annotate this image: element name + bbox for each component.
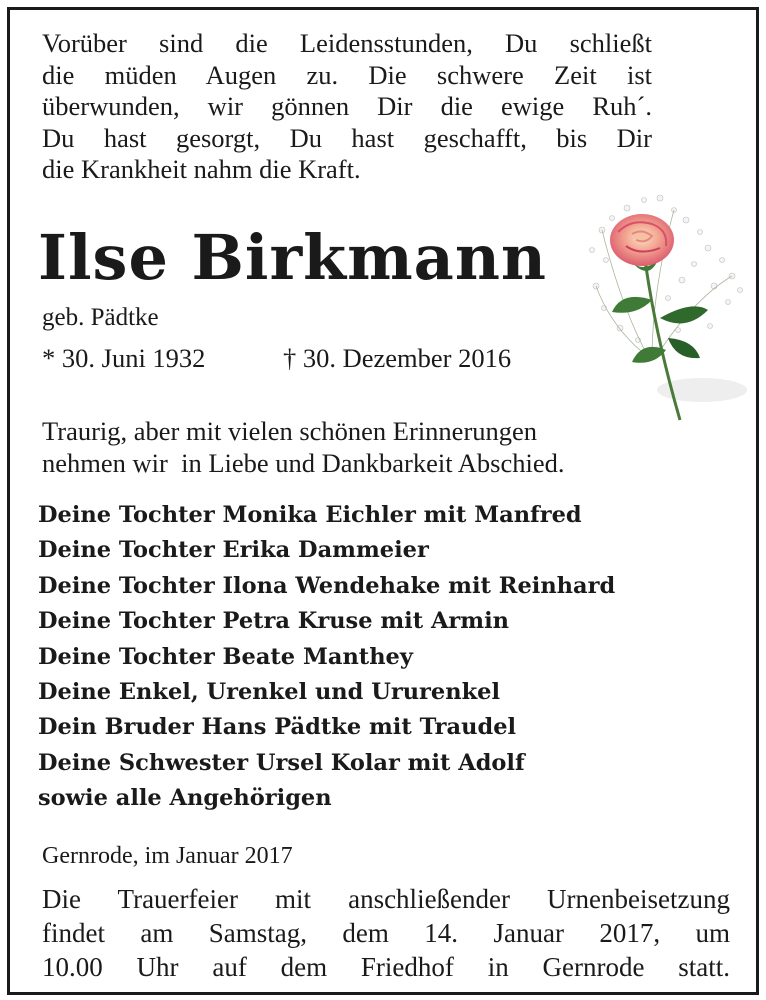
farewell-line: Traurig, aber mit vielen schönen Erinnerungen <box>42 416 538 446</box>
funeral-service-info <box>42 882 730 984</box>
mourner: Deine Enkel, Urenkel und Ururenkel <box>38 679 501 706</box>
mourner: Deine Tochter Monika Eichler mit Manfred <box>38 502 582 528</box>
mourner: Deine Tochter Petra Kruse mit Armin <box>38 608 509 635</box>
poem-line: überwunden, wir gönnen Dir die ewige Ruh´. <box>42 91 652 121</box>
poem-line: die Krankheit nahm die Kraft. <box>42 154 361 184</box>
service-line: 10.00 Uhr auf dem Friedhof in Gernrode statt. <box>42 952 730 982</box>
deceased-name: Ilse Birkmann <box>38 221 547 294</box>
life-dates <box>42 343 602 374</box>
mourner: Deine Tochter Beate Manthey <box>38 643 413 670</box>
poem-line: Vorüber sind die Leidensstunden, Du schließt <box>42 28 652 58</box>
service-line: Die Trauerfeier mit anschließender Urnenbeisetzung <box>42 884 730 914</box>
rose-icon <box>582 190 752 425</box>
mourner: Deine Schwester Ursel Kolar mit Adolf <box>38 749 525 776</box>
farewell-line: nehmen wir in Liebe und Dankbarkeit Abschied. <box>42 448 565 478</box>
memorial-poem <box>42 28 652 186</box>
maiden-name: geb. Pädtke <box>42 304 159 331</box>
place-and-date: Gernrode, im Januar 2017 <box>42 843 293 869</box>
death-date: † 30. Dezember 2016 <box>283 343 512 373</box>
mourner: Dein Bruder Hans Pädtke mit Traudel <box>38 714 517 741</box>
poem-line: die müden Augen zu. Die schwere Zeit ist <box>42 59 652 90</box>
farewell-text <box>42 415 565 479</box>
mourner: sowie alle Angehörigen <box>38 785 332 812</box>
mourner: Deine Tochter Ilona Wendehake mit Reinhard <box>38 572 616 599</box>
birth-date: * 30. Juni 1932 <box>42 343 206 373</box>
mourner: Deine Tochter Erika Dammeier <box>38 537 429 564</box>
service-line: findet am Samstag, dem 14. Januar 2017, um <box>42 918 730 948</box>
mourners-list <box>38 498 615 817</box>
obituary-notice <box>7 7 759 995</box>
poem-line: Du hast gesorgt, Du hast geschafft, bis Dir <box>42 122 652 153</box>
